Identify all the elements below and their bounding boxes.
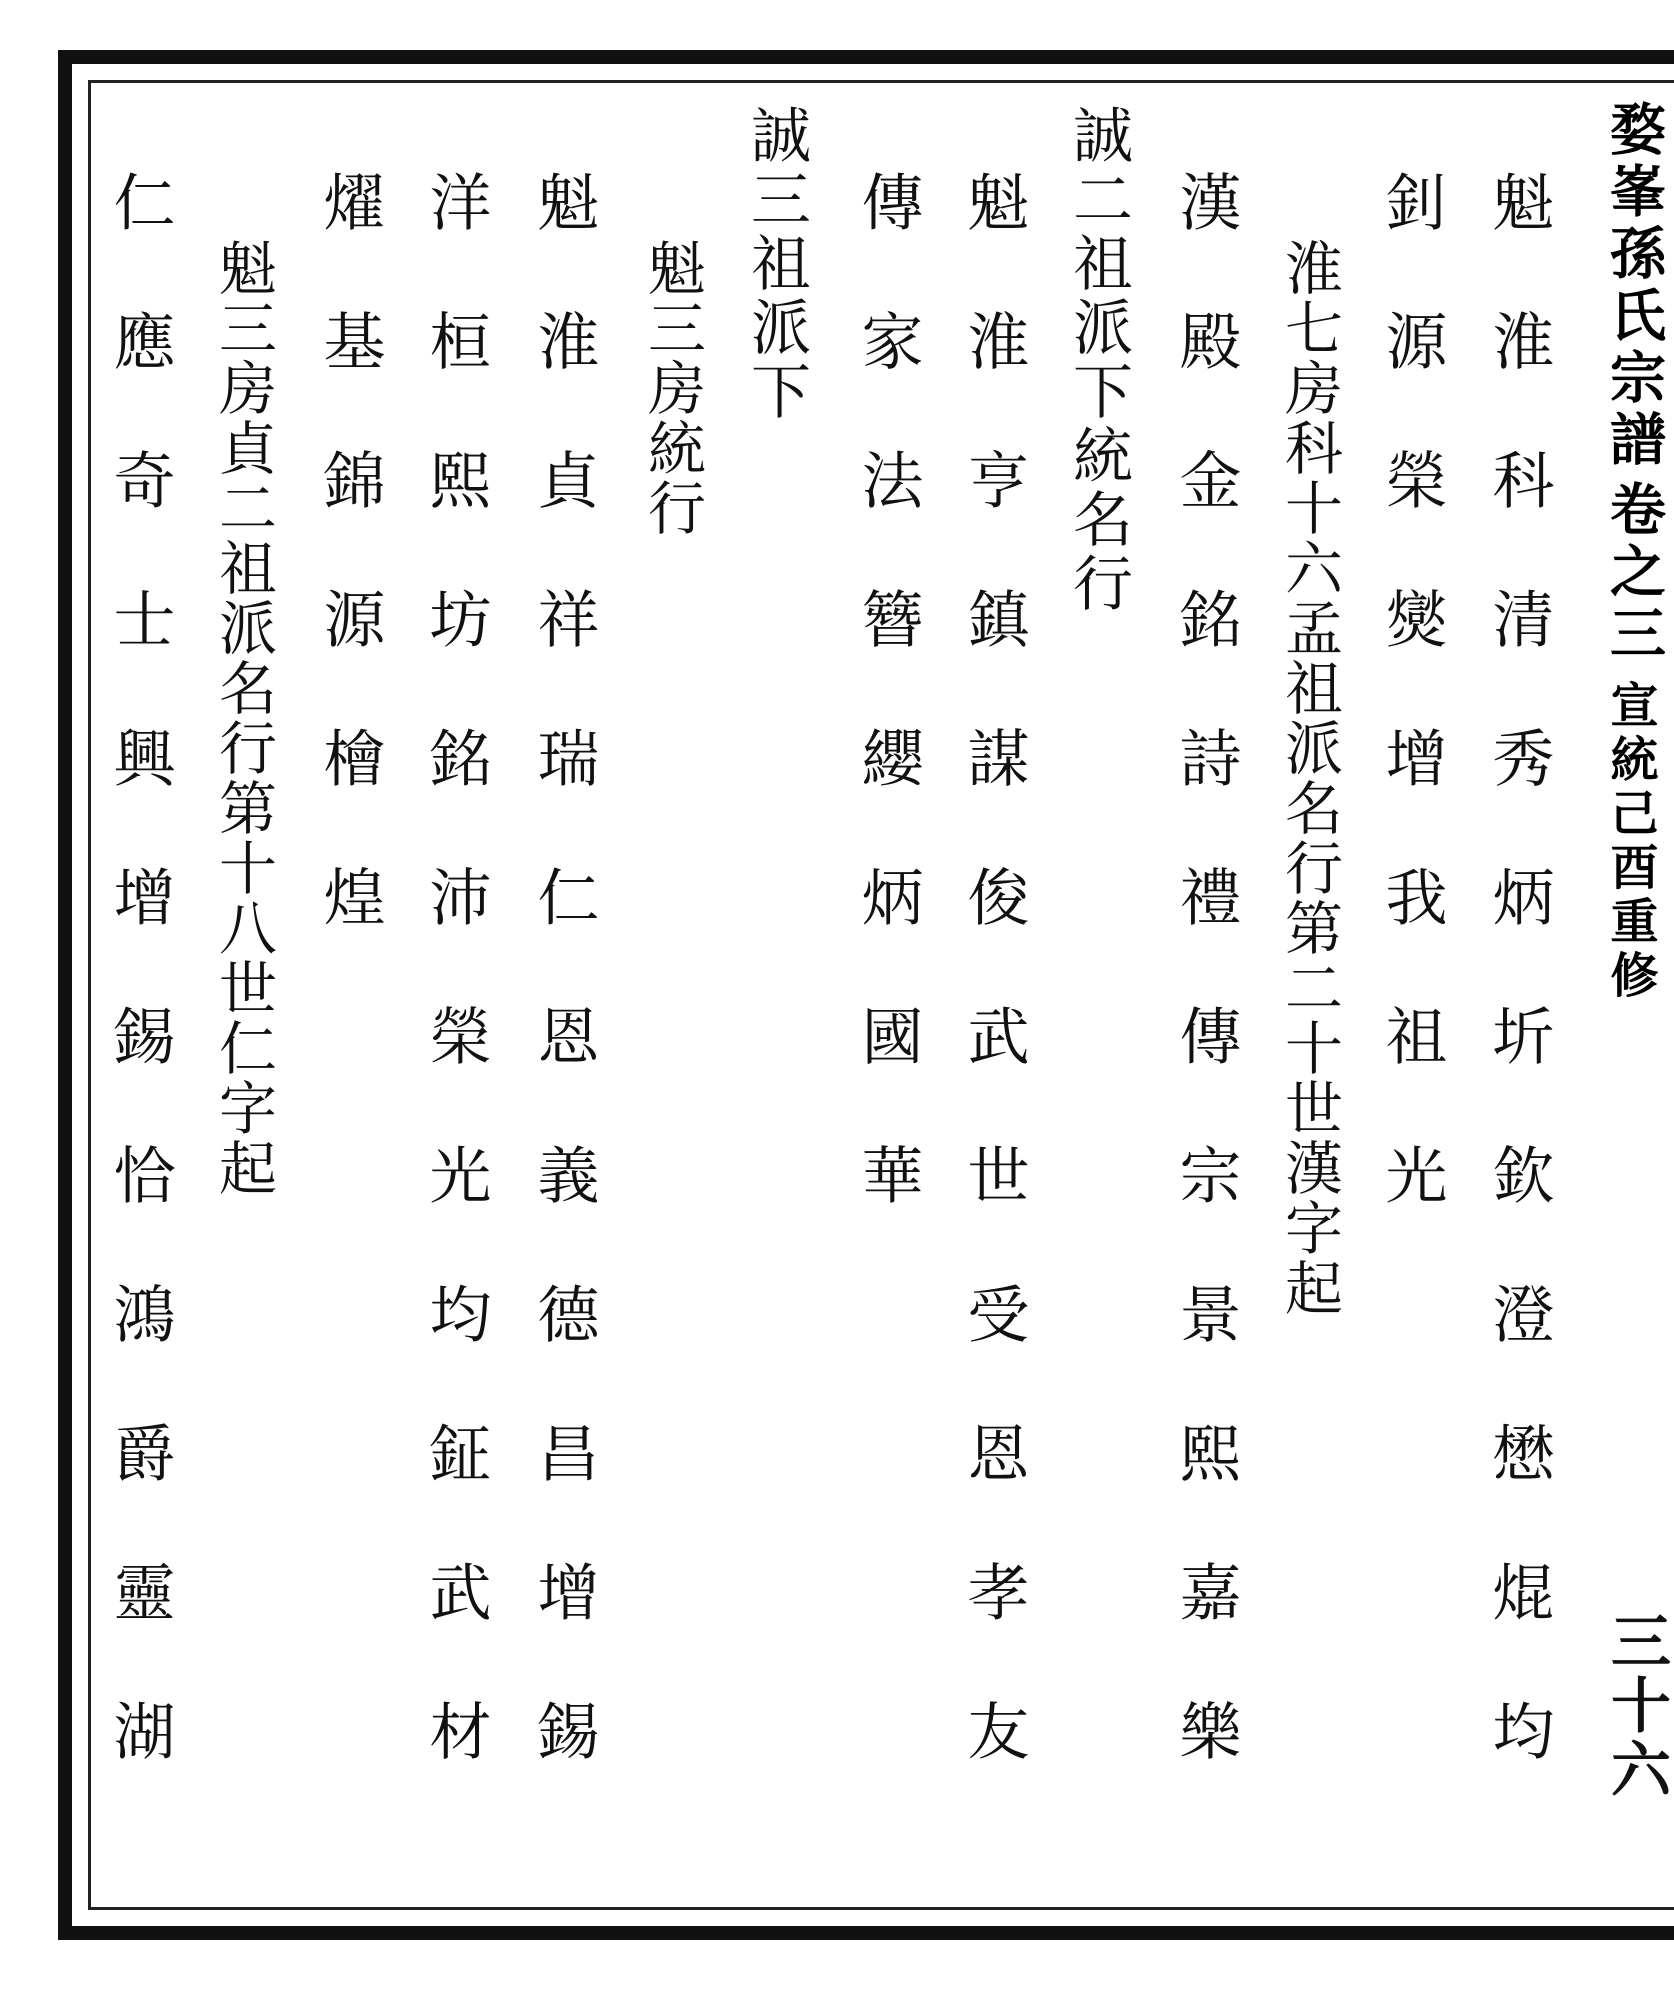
text-column-9-subheading: 魁三房統行 xyxy=(638,238,706,538)
text-column-13-heading: 魁三房貞二祖派名行第十八世仁字起 xyxy=(209,238,277,1198)
text-column-3-heading: 淮七房科十六孟祖派名行第二十世漢字起 xyxy=(1275,238,1343,1318)
text-column-4: 漢殿金銘詩禮傳宗景熙嘉樂 xyxy=(1169,170,1242,1838)
text-column-10: 魁淮貞祥瑞仁恩義德昌增錫 xyxy=(527,170,600,1838)
text-column-14: 仁應奇士興增錫恰鴻爵靈湖 xyxy=(103,170,176,1838)
text-column-6: 魁淮亨鎮謀俊武世受恩孝友 xyxy=(957,170,1030,1838)
margin-volume-info: 卷之三 xyxy=(1601,480,1667,666)
text-column-5-heading: 誠二祖派下統名行 xyxy=(1063,104,1133,616)
page-number: 三十六 xyxy=(1601,1610,1671,1802)
margin-edition: 宣統己酉重修 xyxy=(1602,680,1658,1004)
margin-title: 婺峯孫氏宗譜 xyxy=(1601,100,1667,472)
text-column-7: 傳家法簪纓炳國華 xyxy=(851,170,924,1282)
text-column-1: 魁淮科清秀炳圻欽澄懋焜均 xyxy=(1482,170,1555,1838)
text-column-11: 洋桓熙坊銘沛榮光均鉦武材 xyxy=(419,170,492,1838)
text-column-12: 燿基錦源檜煌 xyxy=(313,170,386,1004)
text-column-8-heading: 誠三祖派下 xyxy=(741,104,811,424)
text-column-2: 釗源榮爕增我祖光 xyxy=(1375,170,1448,1282)
